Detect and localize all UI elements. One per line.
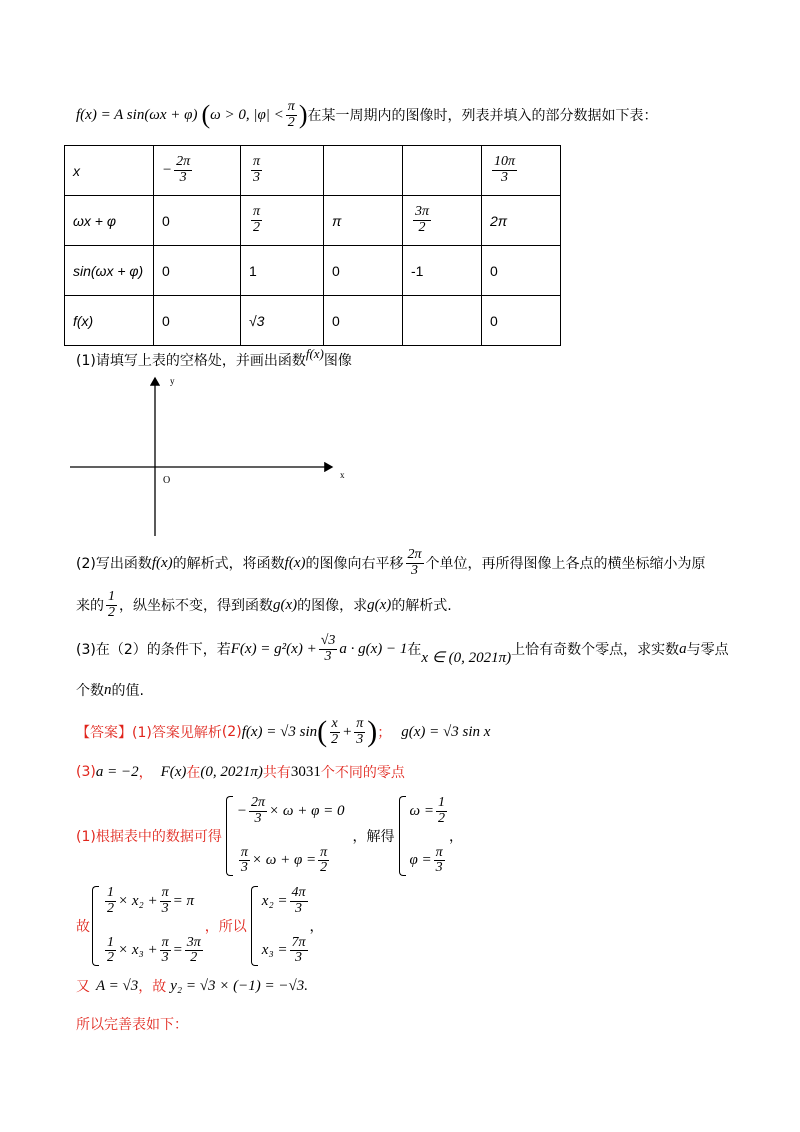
solution-text: (1)根据表中的数据可得 bbox=[76, 829, 222, 845]
table-cell bbox=[403, 146, 482, 196]
question-3-line-2 bbox=[76, 680, 144, 700]
table-cell: -1 bbox=[403, 246, 482, 296]
q3-text: 在 bbox=[407, 642, 422, 659]
x-axis-label: x bbox=[340, 470, 345, 480]
q1-text: (1)请填写上表的空格处，并画出函数 bbox=[76, 353, 306, 369]
answer-text: (1)答案见解析 bbox=[132, 725, 222, 741]
question-3-line-1 bbox=[76, 634, 729, 664]
table-cell: π bbox=[324, 196, 403, 246]
solution-math: y₂ = √3 × (−1) = −√3 bbox=[170, 977, 305, 994]
row-label: f(x) bbox=[65, 296, 154, 346]
q2-text: ，纵坐标不变，得到函数 bbox=[119, 598, 273, 615]
answer-interval: (0, 2021π) bbox=[200, 763, 263, 780]
q1-tail: 图像 bbox=[323, 353, 352, 369]
answer-count: 3031 bbox=[290, 763, 321, 780]
paren-open: ( bbox=[317, 715, 328, 748]
q2-text: (2)写出函数 bbox=[76, 556, 152, 573]
row-label: ωx + φ bbox=[65, 196, 154, 246]
table-row bbox=[65, 296, 561, 346]
table-cell: − $\frac{2\pi}{3}$ bbox=[154, 146, 241, 196]
answer-text: 在 bbox=[186, 765, 201, 781]
intro-line bbox=[76, 100, 657, 130]
q2-func: g(x) bbox=[273, 596, 298, 613]
table-row bbox=[65, 246, 561, 296]
origin-label: O bbox=[163, 475, 171, 486]
answer-label: 【答案】 bbox=[76, 725, 132, 741]
answer-text: (2) bbox=[221, 724, 242, 740]
answer-text: (3) bbox=[76, 764, 96, 780]
table-cell: $\frac{\pi}{2}$ bbox=[241, 196, 324, 246]
x-solution-system: x₂ = $\frac{4\pi}{3}$ x₃ = $\frac{7\pi}{3}$ bbox=[251, 886, 310, 966]
question-1 bbox=[76, 346, 352, 370]
q3-text: (3)在（2）的条件下，若 bbox=[76, 642, 231, 659]
x-over-2: $\frac{x}{2}$ bbox=[331, 715, 339, 747]
answer-f: f(x) = √3 sin bbox=[241, 723, 318, 740]
table-row bbox=[65, 196, 561, 246]
pi-over-3: $\frac{\pi}{3}$ bbox=[356, 715, 364, 747]
solution-text: 所以完善表如下： bbox=[76, 1017, 188, 1033]
solution-system: ω = $\frac{1}{2}$ φ = $\frac{\pi}{3}$ bbox=[399, 796, 449, 876]
function-definition: f(x) = A sin(ωx + φ) bbox=[76, 106, 198, 123]
condition-fraction: $\frac{\pi}{2}$ bbox=[287, 99, 295, 130]
q2-text: 的图像，求 bbox=[297, 598, 368, 615]
answer-text: 共有 bbox=[262, 765, 291, 781]
answer-F: F(x) bbox=[160, 763, 187, 780]
solution-math: A = √3 bbox=[96, 977, 139, 994]
paren-close: ) bbox=[367, 715, 378, 748]
table-cell: 0 bbox=[482, 296, 561, 346]
sqrt3-fraction: $\frac{√3}{3}$ bbox=[320, 633, 336, 664]
q2-text: 的解析式. bbox=[391, 598, 452, 615]
question-2-line-1 bbox=[76, 548, 706, 578]
solution-text: 故 bbox=[76, 919, 90, 935]
table-cell: $\frac{3\pi}{2}$ bbox=[403, 196, 482, 246]
condition: ω > 0, |φ| < bbox=[210, 106, 284, 123]
q2-text: 的解析式，将函数 bbox=[172, 556, 285, 573]
solution-text: ，解得 bbox=[352, 829, 395, 845]
q2-func: g(x) bbox=[367, 596, 392, 613]
q2-func: f(x) bbox=[151, 554, 173, 571]
close-paren: ) bbox=[298, 100, 308, 130]
q2-text: 来的 bbox=[76, 598, 104, 615]
row-label: x bbox=[65, 146, 154, 196]
q3-equation: a · g(x) − 1 bbox=[339, 640, 408, 657]
q3-text: 与零点 bbox=[686, 642, 729, 659]
q3-text: 个数 bbox=[76, 683, 104, 699]
q1-func: f(x) bbox=[305, 346, 324, 361]
data-table bbox=[64, 145, 561, 346]
table-cell: 0 bbox=[154, 296, 241, 346]
q2-text: 的图像向右平移 bbox=[305, 556, 404, 573]
q3-text: 的值. bbox=[111, 683, 144, 699]
solution-line-3 bbox=[76, 976, 308, 996]
answer-line-2 bbox=[76, 762, 405, 782]
table-cell: $\frac{10\pi}{3}$ bbox=[482, 146, 561, 196]
solution-text: 又 bbox=[76, 979, 90, 995]
equation-system: − $\frac{2\pi}{3}$ × ω + φ = 0 $\frac{\pi}{3}$ × ω + φ = $\frac{\pi}{2}$ bbox=[226, 796, 345, 876]
q2-func: f(x) bbox=[284, 554, 306, 571]
solution-text: ，故 bbox=[138, 979, 167, 995]
table-cell: 0 bbox=[482, 246, 561, 296]
table-cell: √3 bbox=[241, 296, 324, 346]
table-cell bbox=[403, 296, 482, 346]
row-label: sin(ωx + φ) bbox=[65, 246, 154, 296]
table-cell: 1 bbox=[241, 246, 324, 296]
q3-var: n bbox=[104, 681, 112, 698]
question-2-line-2 bbox=[76, 590, 452, 620]
half-fraction: $\frac{1}{2}$ bbox=[108, 589, 115, 620]
answer-line-1 bbox=[76, 715, 490, 749]
q2-text: 个单位，再所得图像上各点的横坐标缩小为原 bbox=[425, 556, 706, 573]
solution-text: ， bbox=[448, 829, 463, 845]
coordinate-axes bbox=[60, 370, 360, 540]
answer-text: 个不同的零点 bbox=[320, 765, 405, 781]
answer-sep: ； bbox=[377, 725, 392, 741]
answer-g: g(x) = √3 sin x bbox=[401, 723, 491, 740]
shift-fraction: $\frac{2\pi}{3}$ bbox=[407, 547, 422, 578]
open-paren: ( bbox=[201, 100, 211, 130]
equation-system-2: $\frac{1}{2}$ × x₂ + $\frac{\pi}{3}$ = π $\frac{1}{2}$ × x₃ + $\frac{\pi}{3}$ = $\frac{3\pi}{2}$ bbox=[92, 886, 205, 966]
table-cell: 2π bbox=[482, 196, 561, 246]
table-cell: 0 bbox=[324, 246, 403, 296]
q3-var: a bbox=[679, 640, 687, 657]
answer-a: a = −2 bbox=[95, 763, 139, 780]
q3-equation: F(x) = g²(x) + bbox=[230, 640, 317, 657]
y-axis-label: y bbox=[170, 376, 175, 386]
answer-sep: ， bbox=[138, 765, 153, 781]
solution-text: ，所以 bbox=[204, 919, 247, 935]
plus-sign: + bbox=[342, 723, 353, 740]
table-cell bbox=[324, 146, 403, 196]
solution-line-1 bbox=[76, 796, 463, 876]
solution-text: . bbox=[304, 977, 308, 994]
table-cell: 0 bbox=[154, 246, 241, 296]
solution-line-2 bbox=[76, 886, 324, 966]
table-cell: $\frac{\pi}{3}$ bbox=[241, 146, 324, 196]
q3-text: 上恰有奇数个零点，求实数 bbox=[511, 642, 680, 659]
solution-line-4 bbox=[76, 1014, 188, 1034]
table-row bbox=[65, 146, 561, 196]
table-cell: 0 bbox=[324, 296, 403, 346]
table-cell: 0 bbox=[154, 196, 241, 246]
solution-text: ， bbox=[309, 919, 324, 935]
q3-interval: x ∈ (0, 2021π) bbox=[421, 649, 512, 666]
intro-text: 在某一周期内的图像时，列表并填入的部分数据如下表： bbox=[307, 108, 658, 125]
